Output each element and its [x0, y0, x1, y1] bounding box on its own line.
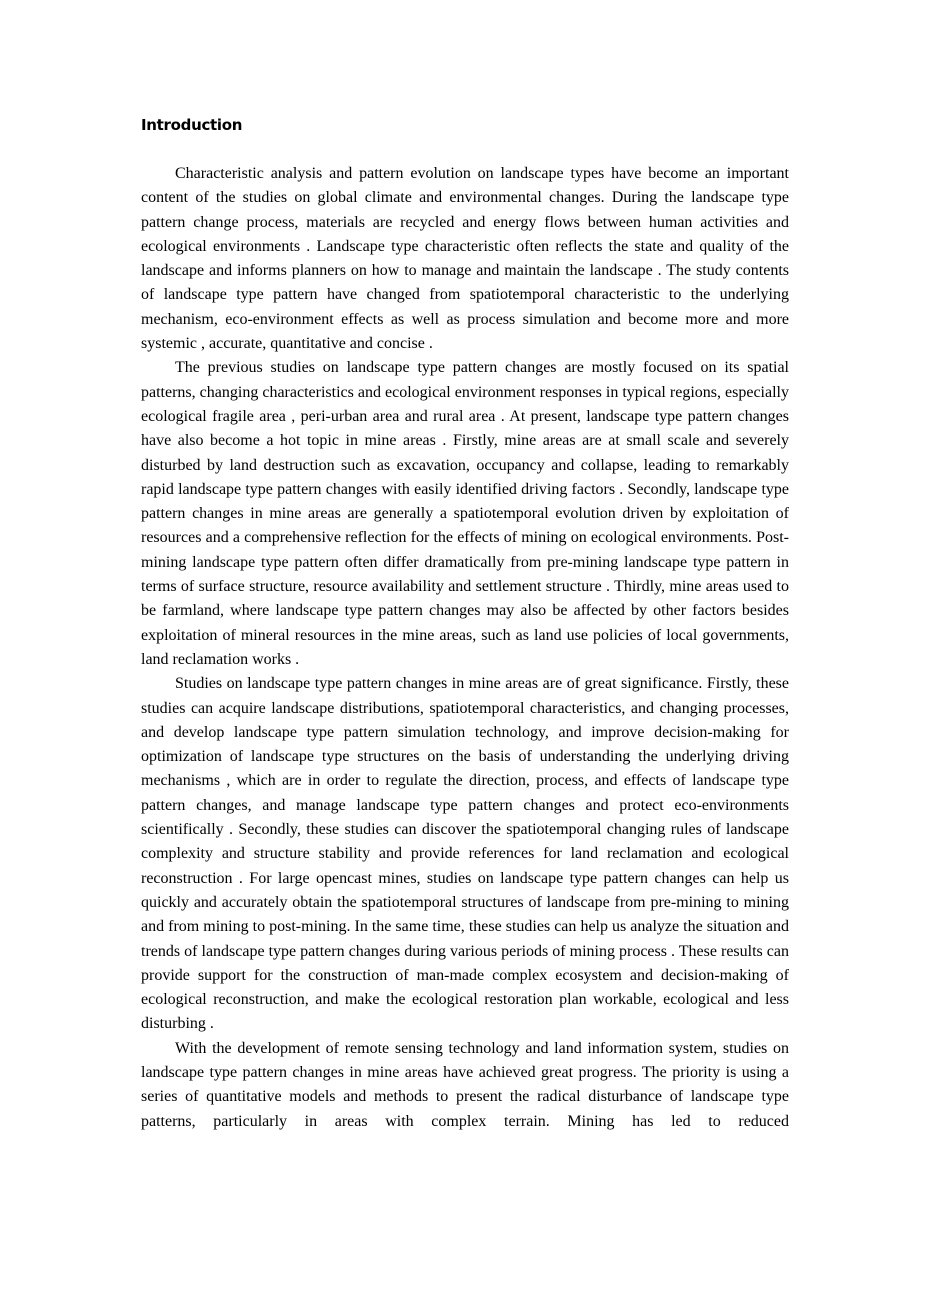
- paragraph: With the development of remote sensing technology and land information system, studies on landscape type pattern changes in mine areas have achieved great progress. The priority is using a series of quantitative models and methods to present the radical disturbance of landscape type patterns, particularly in areas with complex terrain. Mining has led to reduced: [141, 1039, 789, 1130]
- section-heading: Introduction: [141, 116, 243, 134]
- paragraph: The previous studies on landscape type pattern changes are mostly focused on its spatial patterns, changing characteristics and ecological environment responses in typical regions, especially ecological fragile area , peri-urban area and rural area . At present, landscape type pattern changes have also become a hot topic in mine areas . Firstly, mine areas are at small scale and severely disturbed by land destruction such as excavation, occupancy and collapse, leading to remarkably rapid landscape type pattern changes with easily identified driving factors . Secondly, landscape type pattern changes in mine areas are generally a spatiotemporal evolution driven by exploitation of resources and a comprehensive reflection for the effects of mining on ecological environments. Post-mining landscape type pattern often differ dramatically from pre-mining landscape type pattern in terms of surface structure, resource availability and settlement structure . Thirdly, mine areas used to be farmland, where landscape type pattern changes may also be affected by other factors besides exploitation of mineral resources in the mine areas, such as land use policies of local governments, land reclamation works .: [141, 359, 789, 668]
- paragraph: Studies on landscape type pattern changes in mine areas are of great significance. Firstly, these studies can acquire landscape distributions, spatiotemporal characteristics, and changing processes, and develop landscape type pattern simulation technology, and improve decision-making for optimization of landscape type structures on the basis of understanding the underlying driving mechanisms , which are in order to regulate the direction, process, and effects of landscape type pattern changes, and manage landscape type pattern changes and protect eco-environments scientifically . Secondly, these studies can discover the spatiotemporal changing rules of landscape complexity and structure stability and provide references for land reclamation and ecological reconstruction . For large opencast mines, studies on landscape type pattern changes can help us quickly and accurately obtain the spatiotemporal structures of landscape from pre-mining to mining and from mining to post-mining. In the same time, these studies can help us analyze the situation and trends of landscape type pattern changes during various periods of mining process . These results can provide support for the construction of man-made complex ecosystem and decision-making of ecological reconstruction, and make the ecological restoration plan workable, ecological and less disturbing .: [141, 675, 789, 1033]
- paragraph: Characteristic analysis and pattern evolution on landscape types have become an important content of the studies on global climate and environmental changes. During the landscape type pattern change process, materials are recycled and energy flows between human activities and ecological environments . Landscape type characteristic often reflects the state and quality of the landscape and informs planners on how to manage and maintain the landscape . The study contents of landscape type pattern have changed from spatiotemporal characteristic to the underlying mechanism, eco-environment effects as well as process simulation and become more and more systemic , accurate, quantitative and concise .: [141, 165, 789, 353]
- section-body: [141, 162, 789, 1134]
- document-page: [141, 114, 789, 1134]
